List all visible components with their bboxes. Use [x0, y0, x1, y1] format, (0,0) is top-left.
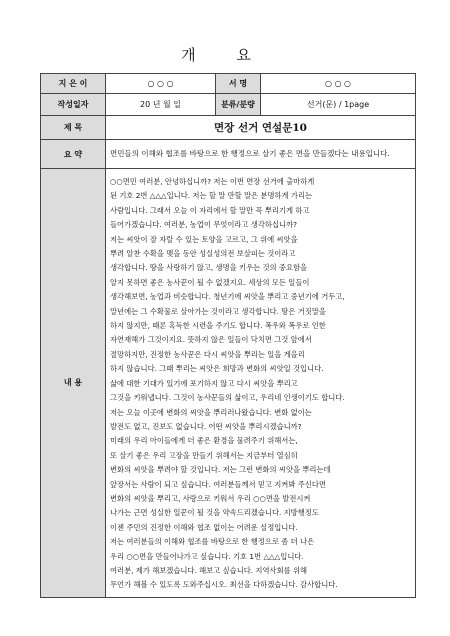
speech-line: 저는 씨앗이 잘 자랄 수 있는 토양을 고르고, 그 위에 씨앗을 [110, 234, 298, 244]
speech-line: 저는 오늘 이곳에 변화의 씨앗을 뿌리러나왔습니다. 변화 없이는 [110, 407, 312, 417]
speech-line: 미래의 우리 아이들에게 더 좋은 환경을 물려주기 위해서는, [110, 436, 298, 446]
speech-line: 들어가겠습니다. 여러분, 농업이 무엇이라고 생각하십니까? [110, 220, 297, 230]
speech-line: 그것을 키워냅니다. 그것이 농사꾼들의 삶이고, 우리네 인생이기도 합니다. [110, 393, 345, 403]
speech-line: 저는 여러분들의 이해와 협조를 바탕으로 한 행정으로 좀 더 나은 [110, 537, 315, 547]
speech-line: 무언가 해볼 수 있도록 도와주십시오. 최선을 다하겠습니다. 감사합니다. [110, 580, 338, 590]
date-row [41, 94, 416, 116]
speech-line: 여러분, 제가 해보겠습니다. 해보고 싶습니다. 지역사회를 위해 [110, 565, 308, 575]
author-row [41, 74, 416, 94]
content-label: 내 용 [41, 169, 106, 598]
category-label: 분류/분량 [216, 94, 261, 116]
page-title: 개 요 [181, 46, 269, 64]
subject-value: 면장 선거 연설문10 [106, 116, 416, 140]
speech-line: 이젠 주민의 진정한 이해와 협조 없이는 어려운 실정입니다. [110, 522, 298, 532]
date-label: 작성일자 [41, 94, 106, 116]
speech-line: ○○면민 여러분, 안녕하십니까? 저는 이번 면장 선거에 출마하게 [110, 177, 315, 186]
speech-body-lines [110, 175, 405, 593]
speech-line: 뿌려 알찬 수확을 맺을 동안 성실성의전 보살피는 것이라고 [110, 249, 296, 259]
speech-line: 또 살기 좋은 우리 고장을 만들기 위해서는 지금부터 열심히 [110, 450, 298, 460]
subject-label: 제 목 [41, 116, 106, 140]
speech-line: 알지 못하면 좋은 농사꾼이 될 수 없겠지요. 세상의 모든 일들이 [110, 277, 310, 287]
signature-label: 서 명 [216, 74, 261, 94]
speech-line: 발전도 없고, 진보도 없습니다. 어떤 씨앗을 뿌리시겠습니까? [110, 421, 302, 431]
speech-info-form [40, 73, 416, 598]
summary-row [41, 140, 416, 169]
speech-line: 우리 ○○면을 만들어나가고 싶습니다. 기호 1번 △△△입니다. [110, 551, 304, 561]
signature-value: ○ ○ ○ [261, 74, 416, 94]
speech-line: 생각해보면, 농업과 비슷합니다. 청년기에 씨앗을 뿌리고 중년기에 거두고, [110, 292, 345, 302]
summary-label: 요 약 [41, 140, 106, 169]
subject-row [41, 116, 416, 140]
speech-line: 앞장서는 사람이 되고 싶습니다. 여러분들께서 믿고 지켜봐 주신다면 [110, 479, 326, 489]
author-label: 지 은 이 [41, 74, 106, 94]
speech-line: 자연재해가 그것이지요. 뜻하지 않은 일들이 닥치면 그것 앞에서 [110, 335, 312, 345]
speech-line: 나가는 근면 성실한 일꾼이 될 것을 약속드리겠습니다. 지방행정도 [110, 508, 319, 518]
speech-body [106, 169, 416, 598]
speech-line: 하지 않지만, 때론 혹독한 시련을 주기도 합니다. 폭우와 폭우로 인한 [110, 321, 326, 331]
summary-value: 면민들의 이해와 협조를 바탕으로 한 행정으로 살기 좋은 면을 만들겠다는 내용입니다. [106, 140, 416, 169]
speech-line: 하지 않습니다. 그때 뿌리는 씨앗은 희망과 변화의 씨앗일 것입니다. [110, 364, 324, 374]
speech-line: 말년에는 그 수확물로 살아가는 것이라고 생각합니다. 땅은 거짓말을 [110, 306, 326, 316]
speech-line: 된 기호 2번 △△△입니다. 저는 할 말 만할 말은 분명하게 가리는 [110, 191, 313, 201]
speech-line: 생각합니다. 땅을 사랑하기 않고, 생명을 키우는 것의 중요함을 [110, 263, 308, 273]
author-value: ○ ○ ○ [106, 74, 216, 94]
speech-line: 변화의 씨앗을 뿌려야 할 것입니다. 저는 그런 변화의 씨앗을 뿌리는데 [110, 465, 331, 475]
content-row [41, 169, 416, 598]
speech-line: 삶에 대한 기대가 있기에 포기하지 않고 다시 씨앗을 뿌리고 [110, 378, 298, 388]
speech-line: 변화의 씨앗을 뿌리고, 사랑으로 키워서 우리 ○○면을 발전시켜 [110, 493, 311, 503]
speech-line: 사람입니다. 그래서 오늘 이 자리에서 할 말만 꼭 뿌리기게 하고 [110, 205, 310, 215]
speech-line: 절망하지만, 진정한 농사꾼은 다시 씨앗을 뿌리는 일을 게을리 [110, 349, 305, 359]
category-value: 선거(문) / 1page [261, 94, 416, 116]
date-value: 20 년 월 일 [106, 94, 216, 116]
